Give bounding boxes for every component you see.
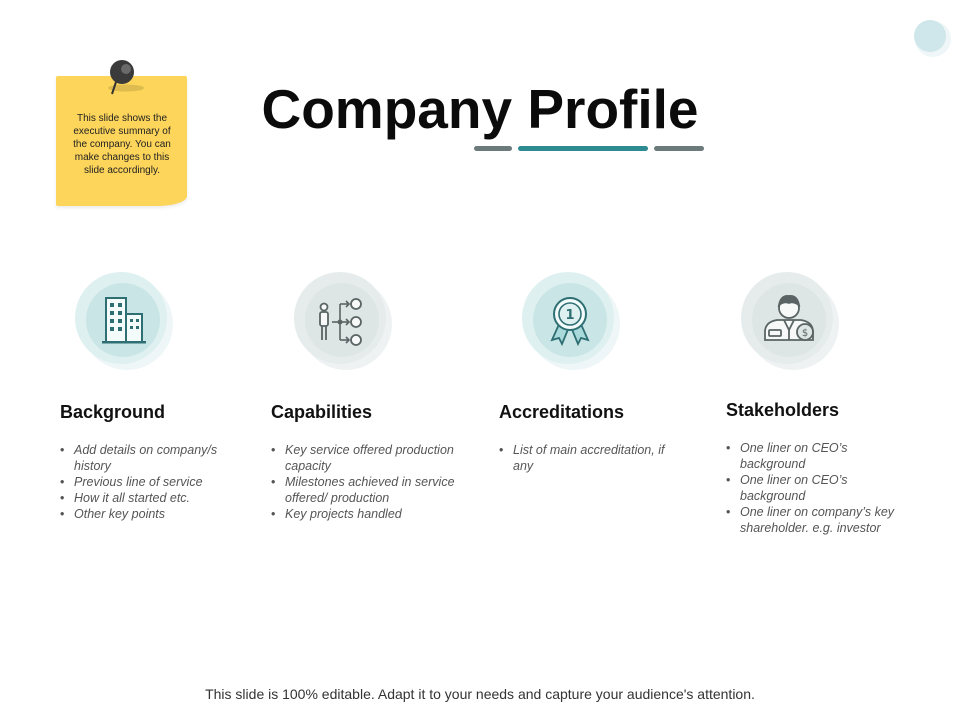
- column-list: [271, 442, 486, 522]
- svg-text:$: $: [801, 328, 809, 339]
- svg-text:1: 1: [565, 308, 575, 323]
- list-item: • How it all started etc.: [60, 490, 250, 506]
- list-item: • Key projects handled: [271, 506, 486, 522]
- column-heading: Capabilities: [271, 402, 373, 422]
- list-item: • One liner on company’s key shareholder. e.g. investor: [726, 504, 916, 536]
- sticky-note-text: This slide shows the executive summary of the company. You can make changes to this slide accordingly.: [73, 113, 171, 176]
- list-item: • List of main accreditation, if any: [499, 442, 679, 474]
- building-icon: [73, 270, 173, 370]
- award-ribbon-icon: [520, 270, 620, 370]
- list-item: • Add details on company/s history: [60, 442, 250, 474]
- workflow-person-icon: [292, 270, 392, 370]
- column-heading: Accreditations: [499, 402, 625, 422]
- list-item: • Previous line of service: [60, 474, 250, 490]
- column-list: [499, 442, 679, 474]
- list-item: • One liner on CEO’s background: [726, 440, 916, 472]
- column-list: [726, 440, 916, 536]
- title-underline: [474, 146, 706, 152]
- list-item: • One liner on CEO’s background: [726, 472, 916, 504]
- pushpin-icon: [102, 58, 148, 98]
- list-item: • Other key points: [60, 506, 250, 522]
- corner-decoration-icon: [910, 16, 952, 58]
- column-heading: Background: [60, 402, 166, 422]
- column-heading: Stakeholders: [726, 400, 840, 420]
- investor-person-icon: [739, 270, 839, 370]
- list-item: • Key service offered production capacity: [271, 442, 486, 474]
- page-title: Company Profile: [261, 78, 699, 140]
- footer-caption: This slide is 100% editable. Adapt it to your needs and capture your audience's attention.: [205, 686, 755, 702]
- list-item: • Milestones achieved in service offered/ production: [271, 474, 486, 506]
- column-list: [60, 442, 250, 522]
